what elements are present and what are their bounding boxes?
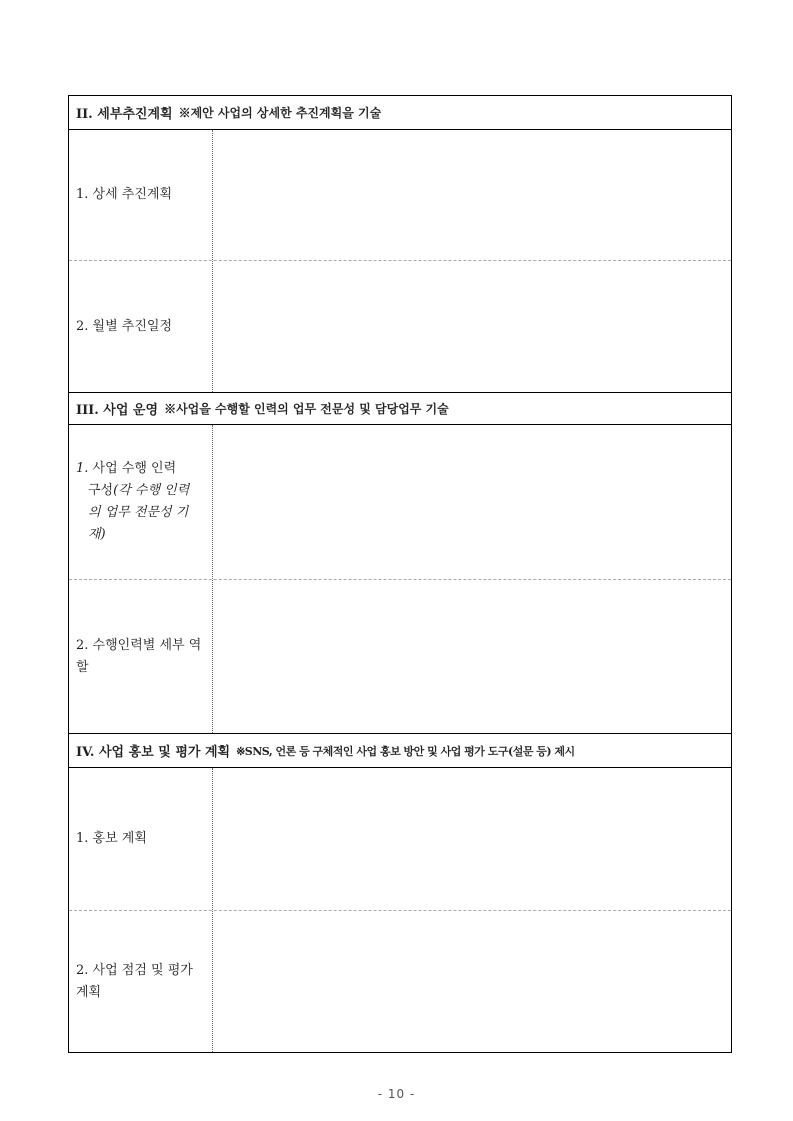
section-note: ※사업을 수행할 인력의 업무 전문성 및 담당업무 기술	[164, 402, 449, 416]
row-label: 2. 월별 추진일정	[76, 318, 173, 334]
proposal-form-table	[68, 95, 732, 1053]
row-label-cell	[69, 130, 213, 260]
section-note: ※제안 사업의 상세한 추진계획을 기술	[178, 106, 382, 120]
content-input-area[interactable]	[213, 261, 731, 392]
row-label: 1. 상세 추진계획	[76, 187, 173, 202]
content-input-area[interactable]	[213, 768, 731, 910]
section-title: III. 사업 운영	[76, 403, 159, 418]
content-input-area[interactable]	[213, 911, 731, 1052]
row-monthly-schedule	[69, 261, 731, 393]
row-label-line1: 1. 사업 수행 인력	[76, 461, 177, 476]
section-note: ※SNS, 언론 등 구체적인 사업 홍보 방안 및 사업 평가 도구(설문 등) 제시	[236, 744, 575, 758]
row-label-cell	[69, 911, 213, 1052]
content-input-area[interactable]	[213, 425, 731, 579]
row-staff-composition	[69, 425, 731, 580]
section-title: IV. 사업 홍보 및 평가 계획	[76, 745, 231, 760]
row-label: 1. 홍보 계획	[76, 831, 147, 846]
row-label-cell	[69, 580, 213, 733]
row-label-cell	[69, 425, 213, 579]
row-promotion-plan	[69, 768, 731, 911]
section-header-operation	[69, 393, 731, 425]
page-number: - 10 -	[377, 1087, 416, 1101]
row-detailed-plan	[69, 130, 731, 261]
content-input-area[interactable]	[213, 130, 731, 260]
section-header-detailed-plan	[69, 96, 731, 130]
row-inspection-evaluation-plan	[69, 911, 731, 1052]
row-label-line2: 구성(각 수행 인력의 업무 전문성 기재)	[88, 483, 190, 542]
row-label-cell	[69, 768, 213, 910]
content-input-area[interactable]	[213, 580, 731, 733]
row-label: 2. 수행인력별 세부 역할	[76, 637, 202, 675]
row-label-cell	[69, 261, 213, 392]
section-header-promotion-evaluation	[69, 734, 731, 768]
row-staff-roles	[69, 580, 731, 734]
row-label: 2. 사업 점검 및 평가 계획	[76, 962, 193, 1000]
section-title: II. 세부추진계획	[76, 107, 173, 122]
